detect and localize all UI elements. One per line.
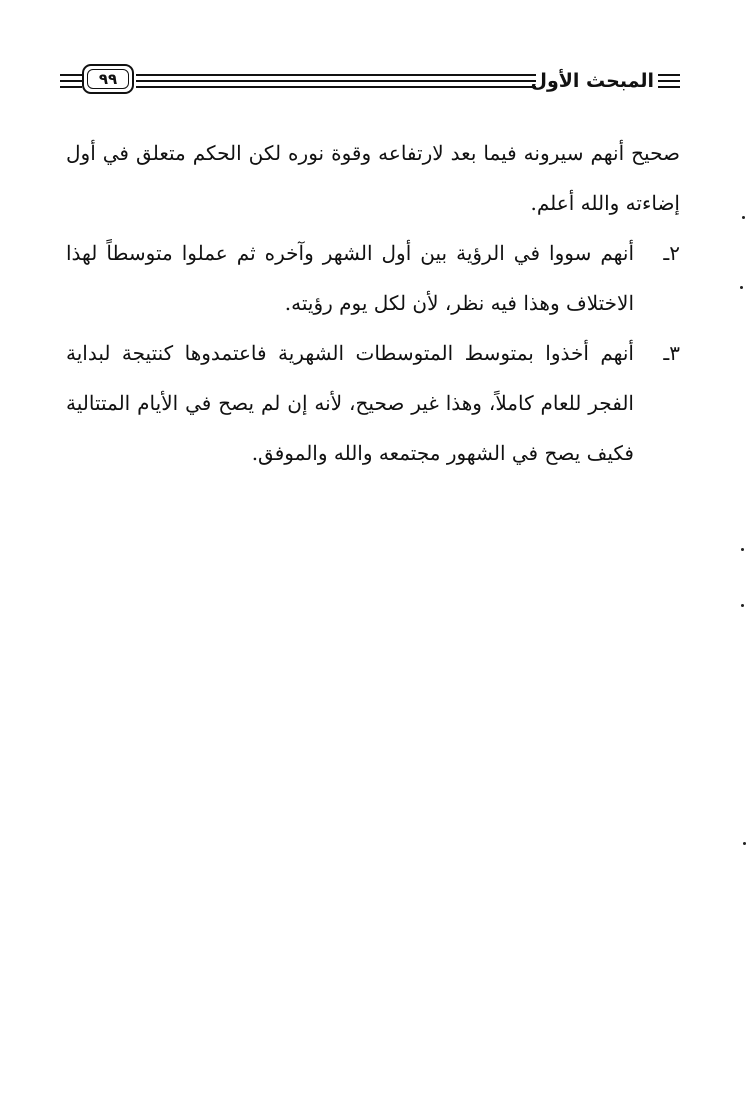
list-item-text: أنهم أخذوا بمتوسط المتوسطات الشهرية فاعتمدوها كنتيجة لبداية الفجر للعام كاملاً، وهذا غير صحيح، لأنه إن لم يصح في الأيام المتتالية فكيف يصح في الشهور مجتمعه والله والموفق. — [66, 341, 634, 465]
page-number-frame — [82, 64, 134, 94]
intro-paragraph: صحيح أنهم سيرونه فيما بعد لارتفاعه وقوة نوره لكن الحكم متعلق في أول إضاءته والله أعلم. — [66, 141, 680, 215]
margin-dot — [740, 286, 743, 289]
list-marker: ٣ـ — [663, 341, 680, 365]
chapter-title: المبحث الأول — [530, 70, 654, 92]
body-text — [66, 128, 680, 478]
list-item-2 — [66, 228, 680, 328]
header-rule-left — [60, 74, 82, 88]
margin-dot — [741, 604, 744, 607]
list-item-3 — [66, 328, 680, 478]
list-marker: ٢ـ — [663, 241, 680, 265]
list-item-text: أنهم سووا في الرؤية بين أول الشهر وآخره ثم عملوا متوسطاً لهذا الاختلاف وهذا فيه نظر، لأن لكل يوم رؤيته. — [66, 241, 634, 315]
header-rule-right — [658, 74, 680, 88]
page-number: ٩٩ — [98, 70, 118, 88]
margin-dot — [742, 216, 745, 219]
running-header — [60, 62, 680, 100]
margin-dot — [741, 548, 744, 551]
margin-dot — [743, 842, 746, 845]
header-rule-center — [136, 74, 536, 88]
